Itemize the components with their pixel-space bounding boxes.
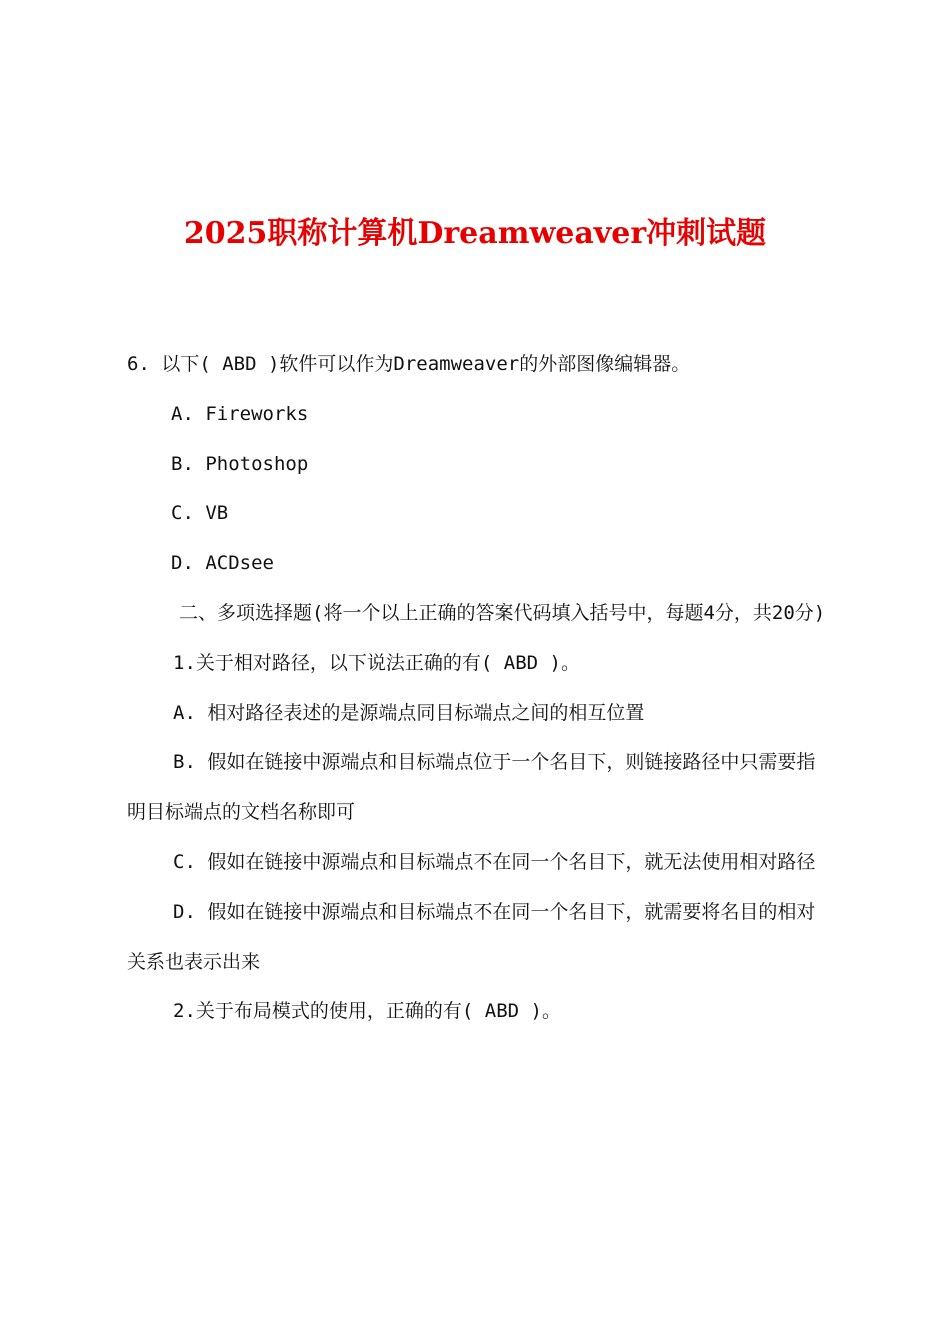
question-6-option-a: A. Fireworks: [171, 402, 309, 425]
question-1-option-a: A. 相对路径表述的是源端点同目标端点之间的相互位置: [173, 701, 645, 724]
section-heading-multiple-choice: 二、多项选择题(将一个以上正确的答案代码填入括号中，每题4分，共20分): [179, 601, 826, 624]
question-6-option-b: B. Photoshop: [171, 452, 309, 475]
question-1-option-b: B. 假如在链接中源端点和目标端点位于一个名目下，则链接路径中只需要指明目标端点的文档名称即可: [127, 751, 816, 824]
question-1-option-c: C. 假如在链接中源端点和目标端点不在同一个名目下，就无法使用相对路径: [173, 850, 816, 873]
document-title: 2025职称计算机Dreamweaver冲刺试题: [183, 216, 767, 251]
question-6-option-d: D. ACDsee: [171, 552, 274, 575]
question-1: 1.关于相对路径，以下说法正确的有( ABD )。: [173, 651, 580, 674]
question-6-option-c: C. VB: [171, 502, 229, 525]
question-2: 2.关于布局模式的使用，正确的有( ABD )。: [173, 1000, 561, 1023]
document-body: [127, 340, 833, 1037]
question-1-option-d: D. 假如在链接中源端点和目标端点不在同一个名目下，就需要将名目的相对关系也表示出来: [127, 900, 816, 973]
question-6: 6. 以下( ABD )软件可以作为Dreamweaver的外部图像编辑器。: [127, 353, 691, 375]
